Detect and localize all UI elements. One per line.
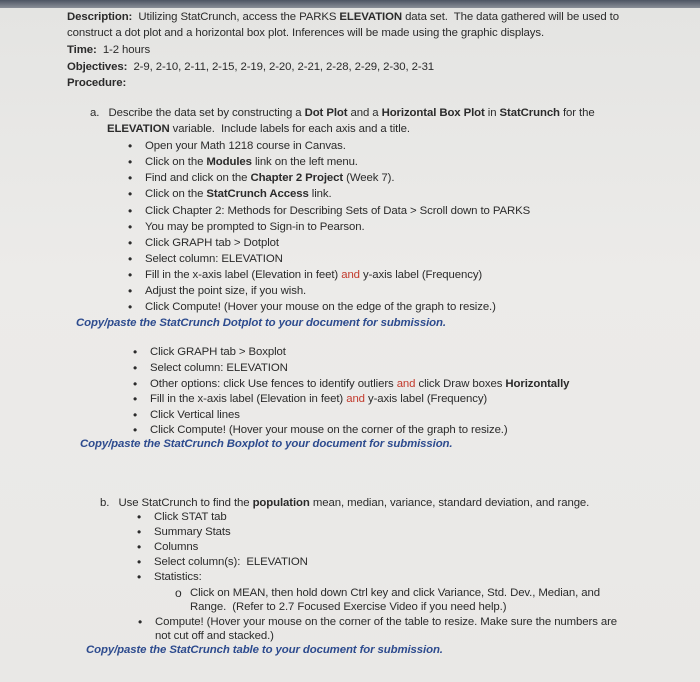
bullet-icon: •: [133, 377, 138, 391]
text: Other options: click Use fences to identify outliers: [150, 378, 397, 390]
bullet-icon: •: [133, 423, 138, 437]
bold-text: Description:: [67, 11, 133, 23]
text: Click GRAPH tab > Dotplot: [145, 237, 279, 249]
document-line: [145, 139, 346, 153]
document-line: [150, 423, 508, 437]
sub-bullet-icon: o: [175, 586, 182, 600]
text: Click Chapter 2: Methods for Describing Sets of Data > Scroll down to PARKS: [145, 205, 531, 217]
text: Click GRAPH tab > Boxplot: [150, 346, 286, 358]
bold-text: Objectives:: [67, 61, 128, 73]
bullet-icon: •: [133, 345, 138, 359]
document-line: [145, 204, 530, 218]
text: Statistics:: [154, 571, 202, 583]
bullet-icon: •: [128, 187, 133, 201]
bold-text: ELEVATION: [107, 123, 170, 135]
bullet-icon: •: [128, 268, 133, 282]
text: Click Compute! (Hover your mouse on the edge of the graph to resize.): [145, 301, 496, 313]
bullet-icon: •: [128, 284, 133, 298]
text: Click on MEAN, then hold down Ctrl key and click Variance, Std. Dev., Median, and: [190, 587, 600, 599]
document-line: [150, 408, 240, 422]
bold-text: Horizontal Box Plot: [381, 107, 485, 119]
top-edge: [0, 0, 700, 8]
text: variable. Include labels for each axis and a title.: [169, 123, 410, 135]
text: link.: [308, 188, 332, 200]
document-line: [145, 171, 394, 185]
document-line: [150, 377, 569, 391]
bullet-icon: •: [128, 155, 133, 169]
document-line: [145, 300, 496, 314]
bold-text: population: [252, 497, 310, 509]
document-line: [154, 555, 308, 569]
document-line: [145, 268, 482, 282]
document-line: [154, 510, 227, 524]
bullet-icon: •: [138, 615, 143, 629]
bullet-icon: •: [128, 139, 133, 153]
bullet-icon: •: [133, 408, 138, 422]
bold-text: Modules: [206, 156, 252, 168]
text: Adjust the point size, if you wish.: [145, 285, 307, 297]
bullet-icon: •: [133, 392, 138, 406]
text: a. Describe the data set by constructing a: [90, 107, 305, 119]
bold-text: StatCrunch: [499, 107, 560, 119]
document-line: [155, 629, 274, 643]
text: Open your Math 1218 course in Canvas.: [145, 140, 346, 152]
document-line: [76, 316, 446, 330]
bullet-icon: •: [137, 540, 142, 554]
bullet-icon: •: [128, 236, 133, 250]
document-line: [154, 525, 231, 539]
document-line: [145, 284, 306, 298]
document-line: [154, 540, 198, 554]
text: link on the left menu.: [251, 156, 358, 168]
highlight-text: and: [341, 269, 360, 281]
bullet-icon: •: [128, 252, 133, 266]
text: Click Compute! (Hover your mouse on the corner of the graph to resize.): [150, 424, 508, 436]
submission-instruction: Copy/paste the StatCrunch Boxplot to your document for submission.: [80, 438, 453, 450]
text: and a: [347, 107, 382, 119]
document-line: [107, 122, 410, 136]
bold-text: Procedure:: [67, 77, 127, 89]
document-line: [150, 345, 286, 359]
document-line: [90, 106, 595, 120]
document-line: [145, 236, 279, 250]
text: Click on the: [145, 188, 207, 200]
bullet-icon: •: [128, 300, 133, 314]
text: mean, median, variance, standard deviation, and range.: [309, 497, 590, 509]
document-line: [86, 643, 443, 657]
submission-instruction: Copy/paste the StatCrunch table to your document for submission.: [86, 644, 443, 656]
text: y-axis label (Frequency): [364, 393, 488, 405]
text: Compute! (Hover your mouse on the corner of the table to resize. Make sure the numbers are: [155, 616, 618, 628]
bullet-icon: •: [137, 570, 142, 584]
document-line: [67, 10, 619, 24]
text: construct a dot plot and a horizontal box plot. Inferences will be made using the graphic displays.: [67, 27, 545, 39]
text: click Draw boxes: [415, 378, 506, 390]
text: not cut off and stacked.): [155, 630, 274, 642]
document-line: [80, 437, 452, 451]
document-line: [190, 586, 600, 600]
text: Find and click on the: [145, 172, 251, 184]
document-line: [67, 76, 126, 90]
document-line: [145, 252, 283, 266]
bold-text: Time:: [67, 44, 97, 56]
bullet-icon: •: [133, 361, 138, 375]
text: Click on the: [145, 156, 207, 168]
bold-text: ELEVATION: [339, 11, 402, 23]
document-line: [145, 155, 358, 169]
text: b. Use StatCrunch to find the: [100, 497, 253, 509]
text: Range. (Refer to 2.7 Focused Exercise Video if you need help.): [190, 601, 507, 613]
bold-text: Dot Plot: [304, 107, 348, 119]
bullet-icon: •: [137, 510, 142, 524]
document-line: [67, 26, 544, 40]
text: y-axis label (Frequency): [359, 269, 483, 281]
document-line: [155, 615, 617, 629]
submission-instruction: Copy/paste the StatCrunch Dotplot to your document for submission.: [76, 317, 446, 329]
text: Select column: ELEVATION: [145, 253, 283, 265]
text: data set. The data gathered will be used to: [402, 11, 619, 23]
text: Columns: [154, 541, 199, 553]
text: Select column: ELEVATION: [150, 362, 288, 374]
highlight-text: and: [346, 393, 365, 405]
bold-text: Horizontally: [505, 378, 570, 390]
text: 1-2 hours: [96, 44, 151, 56]
text: (Week 7).: [343, 172, 395, 184]
document-line: [67, 60, 434, 74]
text: You may be prompted to Sign-in to Pearson.: [145, 221, 365, 233]
text: Select column(s): ELEVATION: [154, 556, 308, 568]
document-line: [150, 361, 288, 375]
document-line: [190, 600, 506, 614]
document-line: [154, 570, 202, 584]
highlight-text: and: [396, 378, 416, 390]
bold-text: Chapter 2 Project: [250, 172, 344, 184]
bullet-icon: •: [128, 171, 133, 185]
document-line: [145, 187, 332, 201]
document-line: [150, 392, 487, 406]
text: in: [484, 107, 500, 119]
bullet-icon: •: [128, 220, 133, 234]
document-line: [145, 220, 365, 234]
document-line: [67, 43, 150, 57]
document-line: [100, 496, 589, 510]
text: Click STAT tab: [154, 511, 227, 523]
bullet-icon: •: [137, 525, 142, 539]
text: 2-9, 2-10, 2-11, 2-15, 2-19, 2-20, 2-21, 2-28, 2-29, 2-30, 2-31: [127, 61, 435, 73]
text: Click Vertical lines: [150, 409, 240, 421]
text: Fill in the x-axis label (Elevation in feet): [150, 393, 347, 405]
text: Utilizing StatCrunch, access the PARKS: [132, 11, 340, 23]
bullet-icon: •: [137, 555, 142, 569]
bullet-icon: •: [128, 204, 133, 218]
text: for the: [559, 107, 595, 119]
text: Summary Stats: [154, 526, 231, 538]
text: Fill in the x-axis label (Elevation in feet): [145, 269, 342, 281]
bold-text: StatCrunch Access: [206, 188, 309, 200]
